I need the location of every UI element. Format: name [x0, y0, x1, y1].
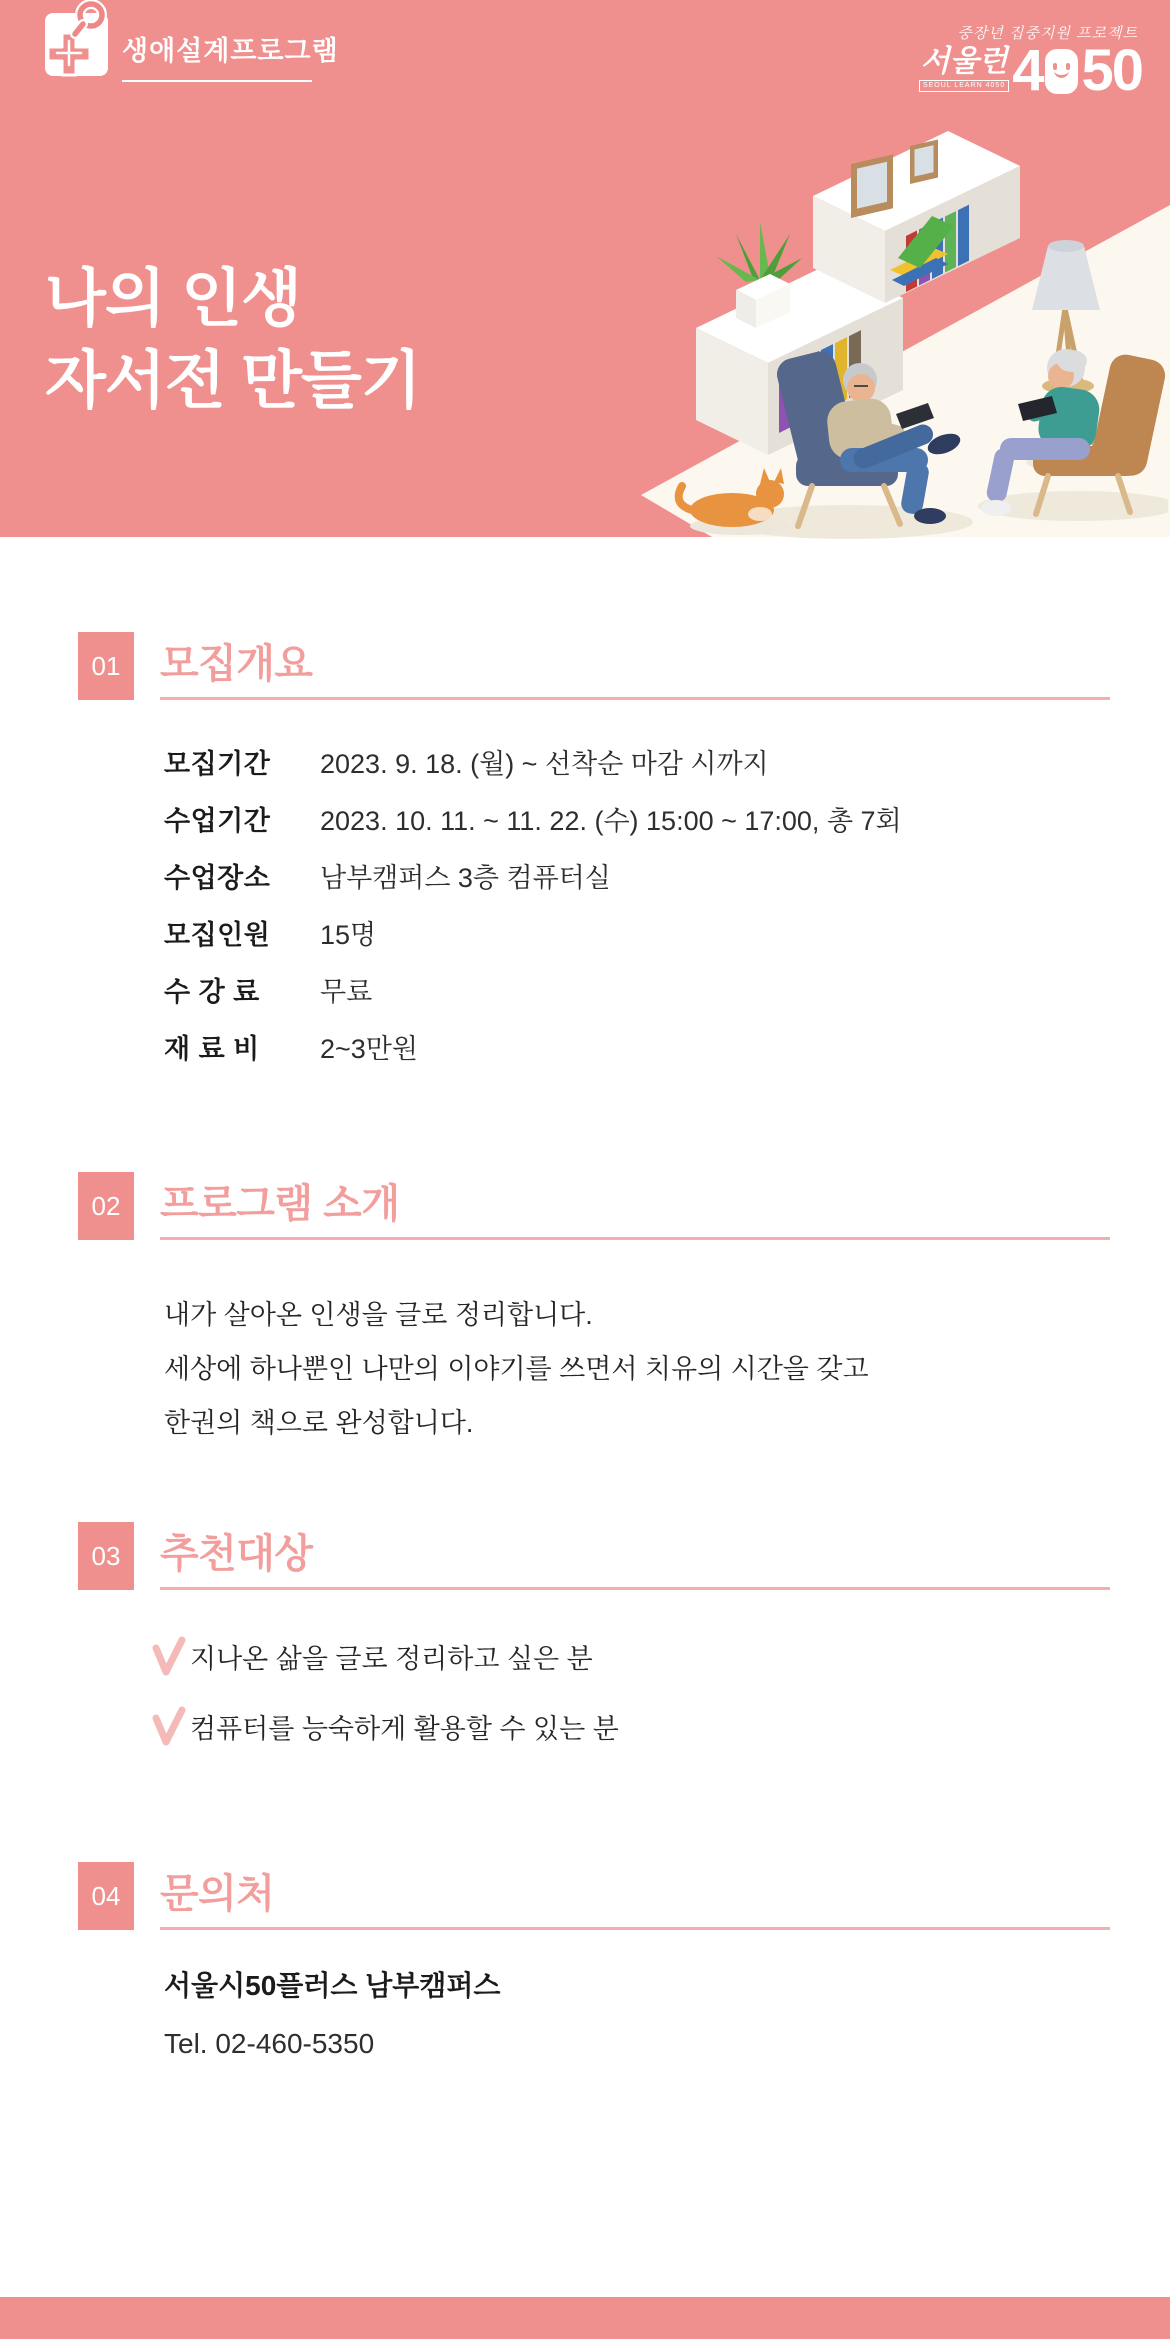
poster-title-line1: 나의 인생	[45, 264, 301, 334]
plus-magnifier-icon	[45, 13, 108, 76]
list-item	[150, 1642, 619, 1712]
contact-phone: Tel. 02-460-5350	[164, 2028, 375, 2059]
header-banner	[0, 0, 1170, 537]
section-program-intro	[78, 1172, 1110, 1240]
section-01-badge: 01	[78, 632, 134, 700]
smiley-zero-icon	[1045, 49, 1078, 94]
row-label: 모집인원	[164, 920, 271, 950]
table-row	[164, 913, 902, 970]
seoul-learn-logo	[919, 22, 1142, 104]
row-value: 2023. 9. 18. (월) ~ 선착순 마감 시까지	[320, 749, 769, 779]
contact-org: 서울시50플러스 남부캠퍼스	[164, 1970, 501, 2001]
intro-line: 한권의 책으로 완성합니다.	[164, 1408, 474, 1438]
contact-info	[164, 1964, 500, 2060]
row-label: 수업기간	[164, 806, 271, 836]
row-label: 수 강 료	[164, 977, 260, 1007]
row-value: 2~3만원	[320, 1034, 418, 1064]
table-row	[164, 856, 902, 913]
logo-brand-name: 서울런	[920, 45, 1008, 78]
section-recommend	[78, 1522, 1110, 1590]
row-value: 2023. 10. 11. ~ 11. 22. (수) 15:00 ~ 17:00, 총 7회	[320, 806, 902, 836]
section-04-title: 문의처	[160, 1872, 275, 1916]
list-item	[150, 1712, 619, 1782]
section-04-badge: 04	[78, 1862, 134, 1930]
poster-title	[45, 258, 421, 422]
logo-brand-subtext: SEOUL LEARN 4050	[919, 80, 1009, 92]
program-intro-text	[164, 1288, 869, 1450]
row-value: 무료	[320, 977, 373, 1007]
row-value: 남부캠퍼스 3층 컴퓨터실	[320, 863, 611, 893]
recommend-item-text: 컴퓨터를 능숙하게 활용할 수 있는 분	[190, 1714, 619, 1744]
table-row	[164, 799, 902, 856]
footer-bar	[0, 2297, 1170, 2339]
poster-title-line2: 자서전 만들기	[45, 346, 421, 416]
table-row	[164, 970, 902, 1027]
row-label: 수업장소	[164, 863, 271, 893]
section-02-badge: 02	[78, 1172, 134, 1240]
row-label: 모집기간	[164, 749, 271, 779]
intro-line: 세상에 하나뿐인 나만의 이야기를 쓰면서 치유의 시간을 갖고	[164, 1354, 869, 1384]
section-01-title: 모집개요	[160, 642, 313, 686]
recommend-list	[150, 1642, 619, 1782]
logo-number-4050	[1012, 38, 1142, 104]
overview-table	[164, 742, 902, 1084]
logo-tagline: 중장년 집중지원 프로젝트	[957, 25, 1138, 42]
logo-number-50: 50	[1081, 38, 1142, 104]
table-row	[164, 1027, 902, 1084]
intro-line: 내가 살아온 인생을 글로 정리합니다.	[164, 1300, 593, 1330]
check-icon	[148, 1634, 192, 1678]
program-underline	[122, 80, 312, 82]
section-03-title: 추천대상	[160, 1532, 313, 1576]
section-02-title: 프로그램 소개	[160, 1182, 400, 1226]
table-row	[164, 742, 902, 799]
logo-number-4: 4	[1012, 38, 1043, 104]
row-label: 재 료 비	[164, 1034, 260, 1064]
section-contact	[78, 1862, 1110, 1930]
check-icon	[148, 1704, 192, 1748]
recommend-item-text: 지나온 삶을 글로 정리하고 싶은 분	[190, 1644, 593, 1674]
section-03-badge: 03	[78, 1522, 134, 1590]
section-overview	[78, 632, 1110, 700]
reading-couple-illustration	[648, 118, 1168, 555]
program-badge	[45, 13, 339, 82]
row-value: 15명	[320, 920, 377, 950]
program-label: 생애설계프로그램	[122, 36, 339, 66]
